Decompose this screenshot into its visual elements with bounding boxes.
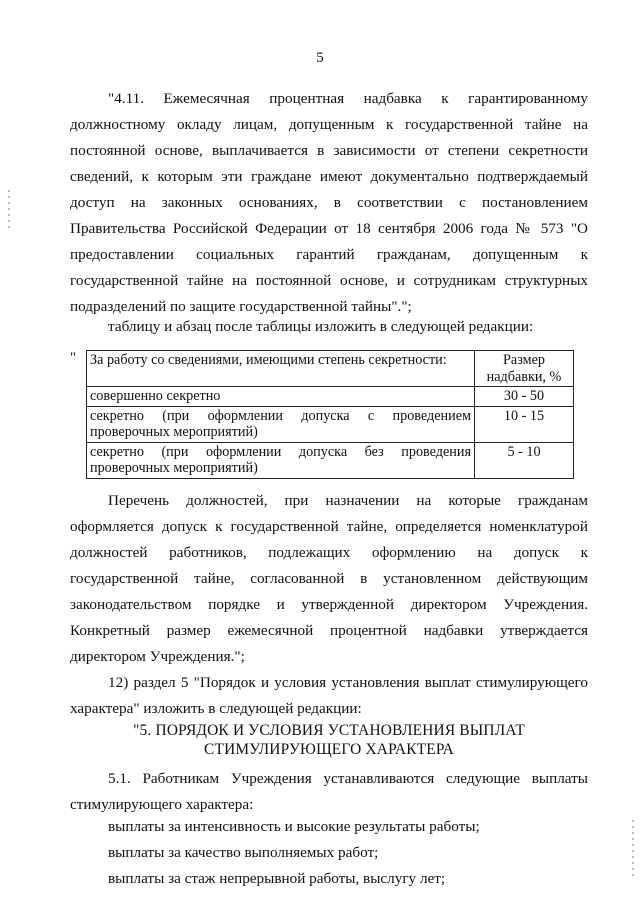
table-cell-rate: 5 - 10 [475, 442, 574, 478]
scan-margin-artifact [632, 820, 634, 880]
section-5-heading [70, 721, 588, 759]
paragraph-4-11: "4.11. Ежемесячная процентная надбавка к гарантированному должностному окладу лицам, допущенным к государственной тайне на постоянной основе, выплачивается в зависимости от степени секретности сведений, к которым эти граждане имеют документально подтверждаемый доступ на законных основаниях, в соответствии с постановлением Правительства Российской Федерации от 18 сентября 2006 года № 573 "О предоставлении социальных гарантий гражданам, допущенным к государственной тайне на постоянной основе, и сотрудникам структурных подразделений по защите государственной тайны"."; [70, 90, 588, 315]
secrecy-allowance-table [86, 350, 574, 479]
table-cell-rate: 10 - 15 [475, 406, 574, 442]
table-header-row [87, 351, 574, 387]
table-cell-rate: 30 - 50 [475, 387, 574, 407]
section-5-heading-line2: СТИМУЛИРУЮЩЕГО ХАРАКТЕРА [204, 741, 454, 758]
section-5-heading-line1: "5. ПОРЯДОК И УСЛОВИЯ УСТАНОВЛЕНИЯ ВЫПЛАТ [133, 722, 525, 739]
table-cell-condition: секретно (при оформлении допуска без проведения проверочных мероприятий) [87, 442, 475, 478]
scan-margin-artifact [8, 190, 10, 230]
table-header-condition: За работу со сведениями, имеющими степень секретности: [87, 351, 475, 387]
paragraph-after-table: Перечень должностей, при назначении на которые гражданам оформляется допуск к государственной тайне, определяется номенклатурой должностей работников, подлежащих оформлению на допуск к государственной тайне, согласованной в установленном действующим законодательством порядке и утвержденной директором Учреждения. Конкретный размер ежемесячной процентной надбавки утверждается директором Учреждения."; [70, 492, 588, 665]
list-item: выплаты за стаж непрерывной работы, выслугу лет; [108, 870, 446, 887]
table-opening-quote: " [70, 350, 77, 366]
list-item: выплаты за качество выполняемых работ; [108, 844, 379, 861]
table-row [87, 387, 574, 407]
table-header-rate: Размер надбавки, % [475, 351, 574, 387]
table-cell-condition: секретно (при оформлении допуска с проведением проверочных мероприятий) [87, 406, 475, 442]
table-row [87, 406, 574, 442]
page-number: 5 [316, 50, 324, 66]
paragraph-table-intro: таблицу и абзац после таблицы изложить в следующей редакции: [108, 318, 534, 335]
paragraph-5-1: 5.1. Работникам Учреждения устанавливаются следующие выплаты стимулирующего характера: [70, 770, 588, 813]
paragraph-item-12: 12) раздел 5 "Порядок и условия установления выплат стимулирующего характера" изложить в следующей редакции: [70, 674, 588, 717]
table-cell-condition: совершенно секретно [87, 387, 475, 407]
table-row [87, 442, 574, 478]
list-item: выплаты за интенсивность и высокие результаты работы; [108, 818, 480, 835]
